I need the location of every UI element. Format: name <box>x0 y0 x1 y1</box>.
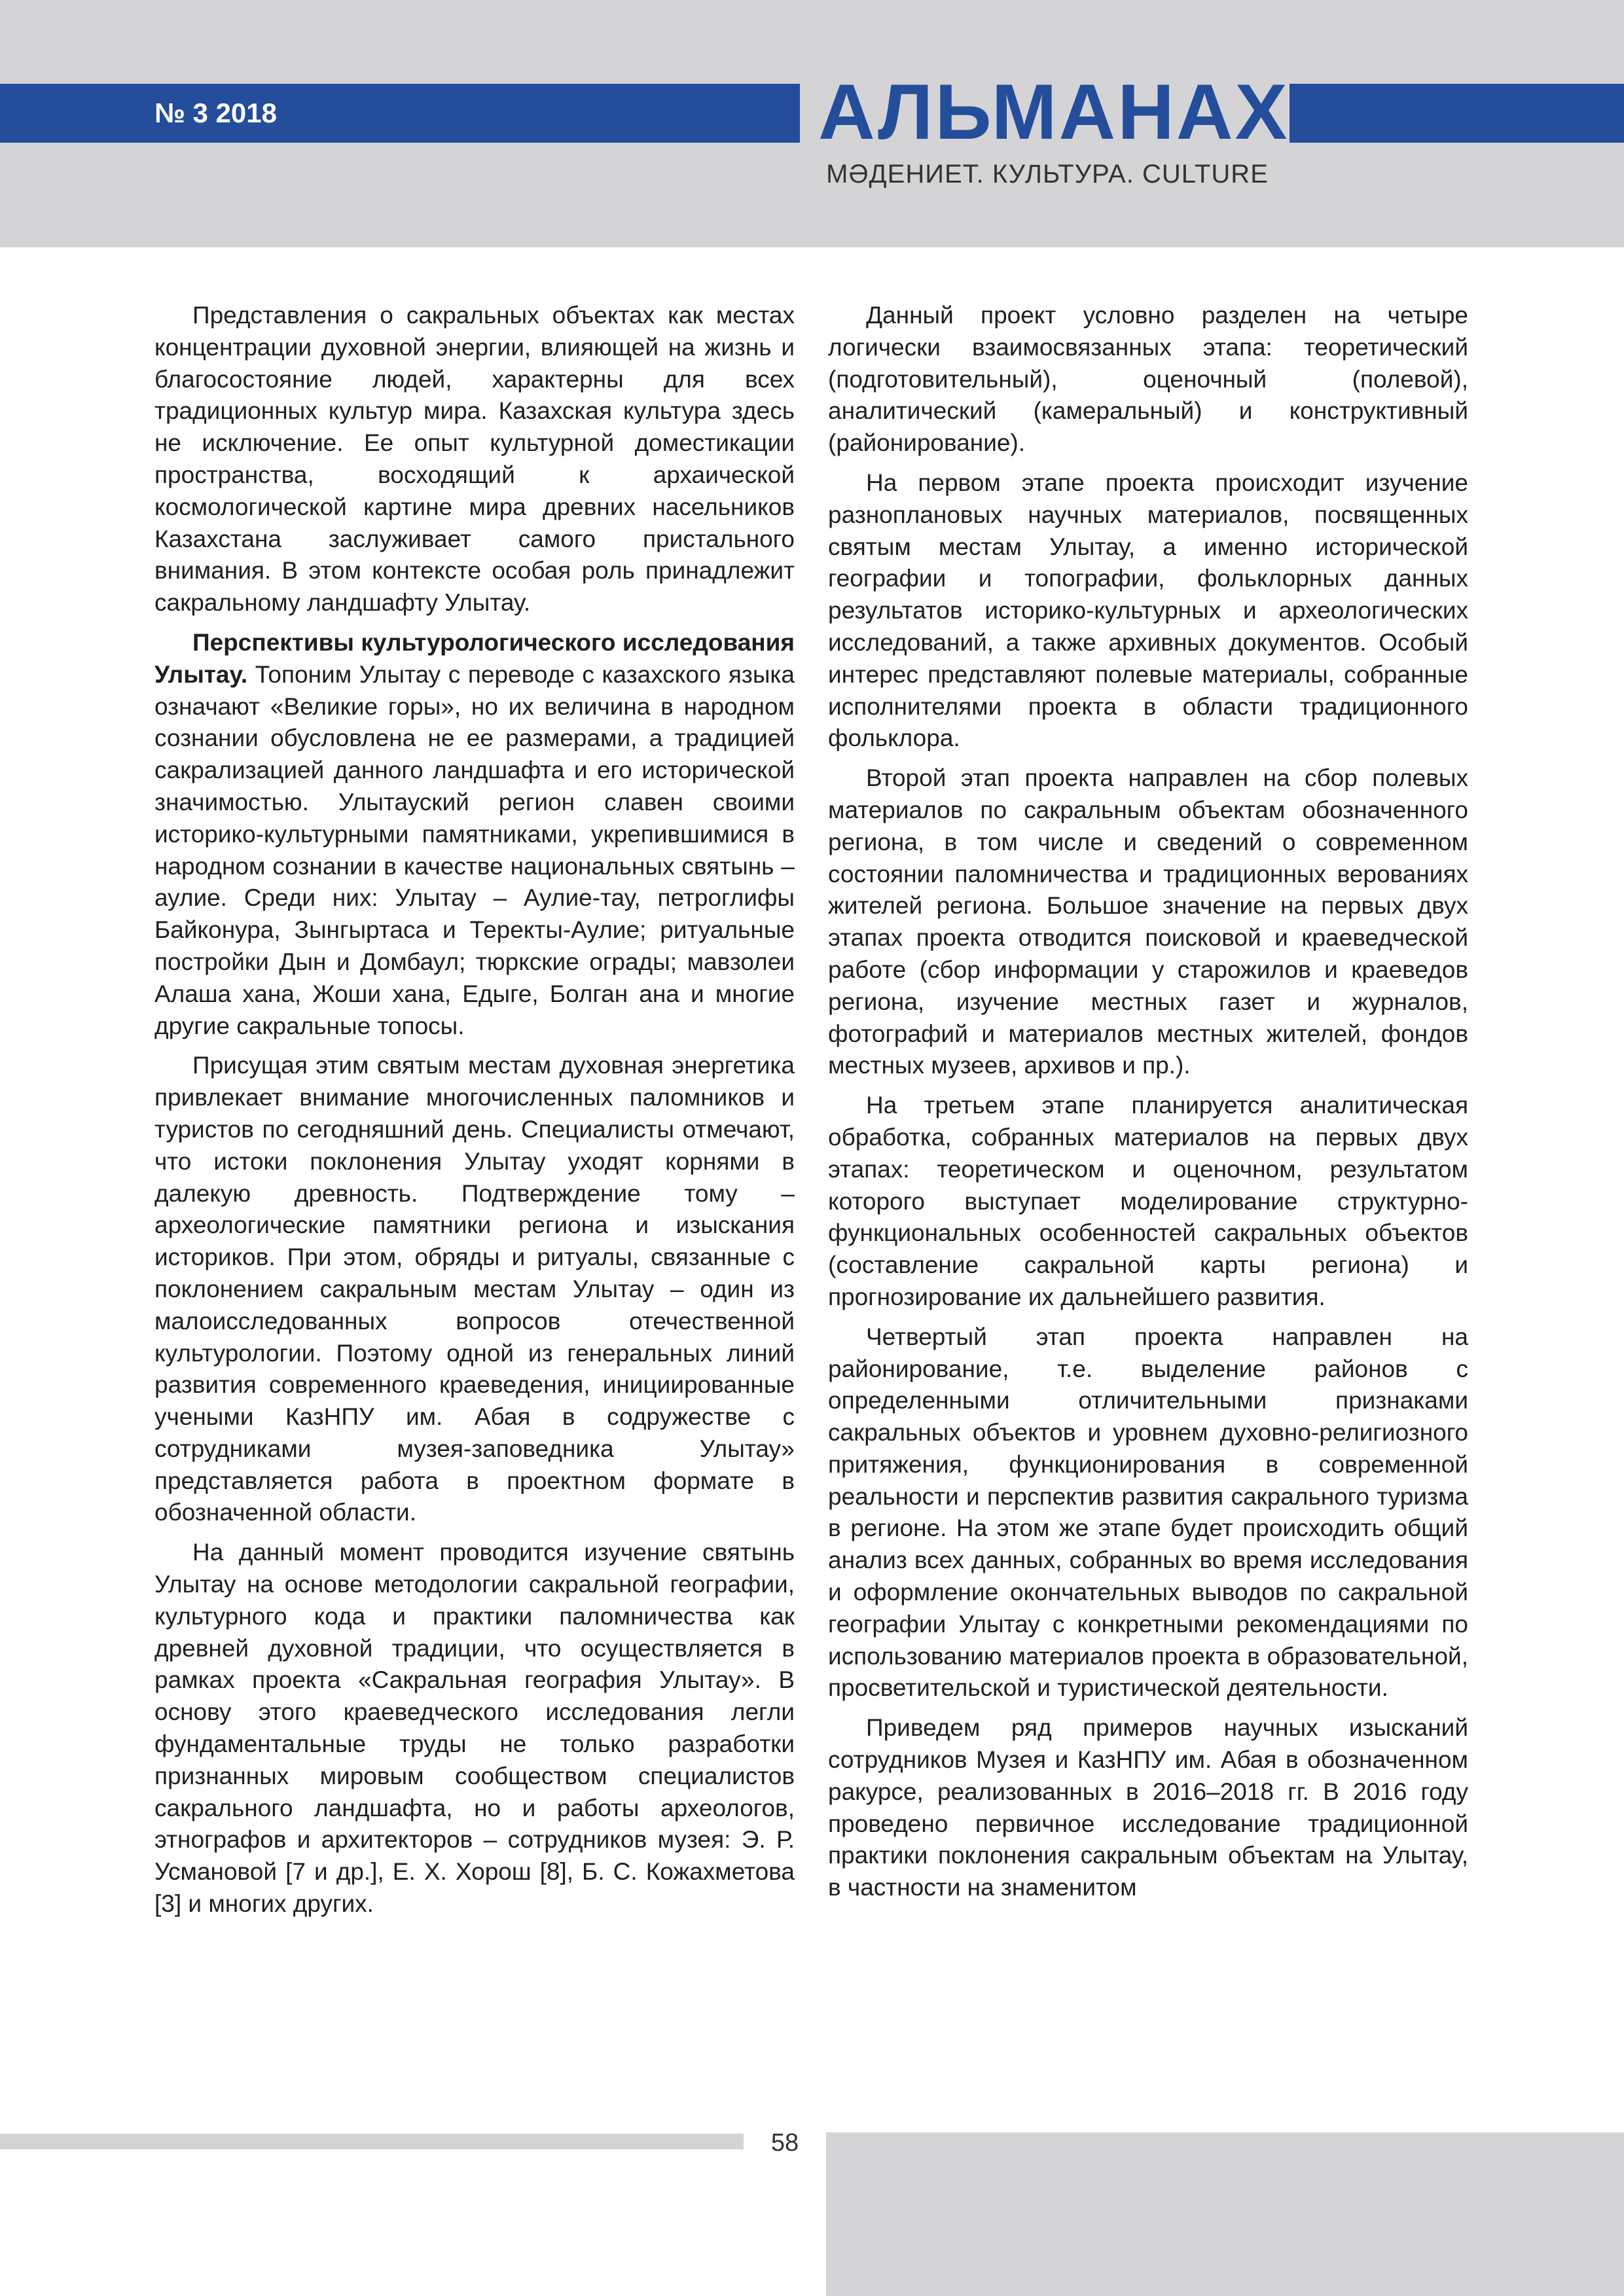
footer-block-right <box>826 2132 1624 2296</box>
footer-bar-left <box>0 2134 744 2149</box>
paragraph-text: Топоним Улытау с переводе с казахского языка означают «Великие горы», но их величина в народном сознании обусловлена не ее размерами, а традицией сакрализацией данного ландшафта и его исторической значимостью. Улытауский регион славен своими историко-культурными памятниками, укрепившимися в народном сознании в качестве национальных святынь – аулие. Среди них: Улытау – Аулие-тау, петроглифы Байконура, Зынгыртаса и Теректы-Аулие; ритуальные постройки Дын и Домбаул; тюркские ограды; мавзолеи Алаша хана, Жоши хана, Едыге, Болган ана и многие другие сакральные топосы. <box>154 660 795 1039</box>
journal-title: АЛЬМАНАХ <box>818 68 1290 156</box>
issue-number: № 3 2018 <box>154 98 277 128</box>
right-column <box>828 300 1468 1912</box>
paragraph: Присущая этим святым местам духовная энергетика привлекает внимание многочисленных паломников и туристов по сегодняшний день. Специалисты отмечают, что истоки поклонения Улытау уходят корнями в далекую древность. Подтверждение тому – археологические памятники региона и изыскания историков. При этом, обряды и ритуалы, связанные с поклонением сакральным местам Улытау – один из малоисследованных вопросов отечественной культурологии. Поэтому одной из генеральных линий развития современного краеведения, инициированные учеными КазНПУ им. Абая в содружестве с сотрудниками музея-заповедника Улытау» представляется работа в проектном формате в обозначенной области. <box>154 1052 795 1526</box>
paragraph: Данный проект условно разделен на четыре логически взаимосвязанных этапа: теоретический (подготовительный), оценочный (полевой), аналитический (камеральный) и конструктивный (районирование). <box>828 302 1468 457</box>
page-number: 58 <box>770 2129 799 2157</box>
paragraph: На первом этапе проекта происходит изучение разноплановых научных материалов, посвященных святым местам Улытау, а именно исторической географии и топографии, фольклорных данных результатов историко-культурных и археологических исследований, а также архивных документов. Особый интерес представляют полевые материалы, собранные исполнителями проекта в области традиционного фольклора. <box>828 469 1468 752</box>
paragraph: Четвертый этап проекта направлен на районирование, т.е. выделение районов с определенными отличительными признаками сакральных объектов и уровнем духовно-религиозного притяжения, функционирования в современной реальности и перспектив развития сакрального туризма в регионе. На этом же этапе будет происходить общий анализ всех данных, собранных во время исследования и оформление окончательных выводов по сакральной географии Улытау с конкретными рекомендациями по использованию материалов проекта в образовательной, просветительской и туристической деятельности. <box>828 1323 1468 1702</box>
paragraph: Приведем ряд примеров научных изысканий сотрудников Музея и КазНПУ им. Абая в обозначенном ракурсе, реализованных в 2016–2018 гг. В 2016 году проведено первичное исследование традиционной практики поклонения сакральным объектам на Улытау, в частности на знаменитом <box>828 1714 1468 1901</box>
paragraph: Представления о сакральных объектах как местах концентрации духовной энергии, влияющей на жизнь и благосостояние людей, характерны для всех традиционных культур мира. Казахская культура здесь не исключение. Ее опыт культурной доместикации пространства, восходящий к архаической космологической картине мира древних насельников Казахстана заслуживает самого пристального внимания. В этом контексте особая роль принадлежит сакральному ландшафту Улытау. <box>154 302 795 617</box>
header-band-right <box>1290 84 1624 143</box>
paragraph: Второй этап проекта направлен на сбор полевых материалов по сакральным объектам обозначенного региона, в том числе и сведений о современном состоянии паломничества и традиционных верованиях жителей региона. Большое значение на первых двух этапах проекта отводится поисковой и краеведческой работе (сбор информации у старожилов и краеведов региона, изучение местных газет и журналов, фотографий и материалов местных жителей, фондов местных музеев, архивов и пр.). <box>828 764 1468 1079</box>
paragraph: На данный момент проводится изучение святынь Улытау на основе методологии сакральной географии, культурного кода и практики паломничества как древней духовной традиции, что осуществляется в рамках проекта «Сакральная география Улытау». В основу этого краеведческого исследования легли фундаментальные труды не только разработки признанных мировым сообществом специалистов сакрального ландшафта, но и работы археологов, этнографов и архитекторов – сотрудников музея: Э. Р. Усмановой [7 и др.], Е. Х. Хорош [8], Б. С. Кожахметова [3] и многих других. <box>154 1539 795 1918</box>
journal-subtitle: МӘДЕНИЕТ. КУЛЬТУРА. CULTURE <box>826 160 1269 188</box>
left-column <box>154 300 795 1928</box>
paragraph: На третьем этапе планируется аналитическая обработка, собранных материалов на первых двух этапах: теоретическом и оценочном, результатом которого выступает моделирование структурно-функциональных особенностей сакральных объектов (составление сакральной карты региона) и прогнозирование их дальнейшего развития. <box>828 1092 1468 1310</box>
section-heading: Перспективы культурологического исследования Улытау. <box>154 628 795 688</box>
paragraph-with-heading <box>154 627 795 1042</box>
header-band-left <box>0 84 800 143</box>
